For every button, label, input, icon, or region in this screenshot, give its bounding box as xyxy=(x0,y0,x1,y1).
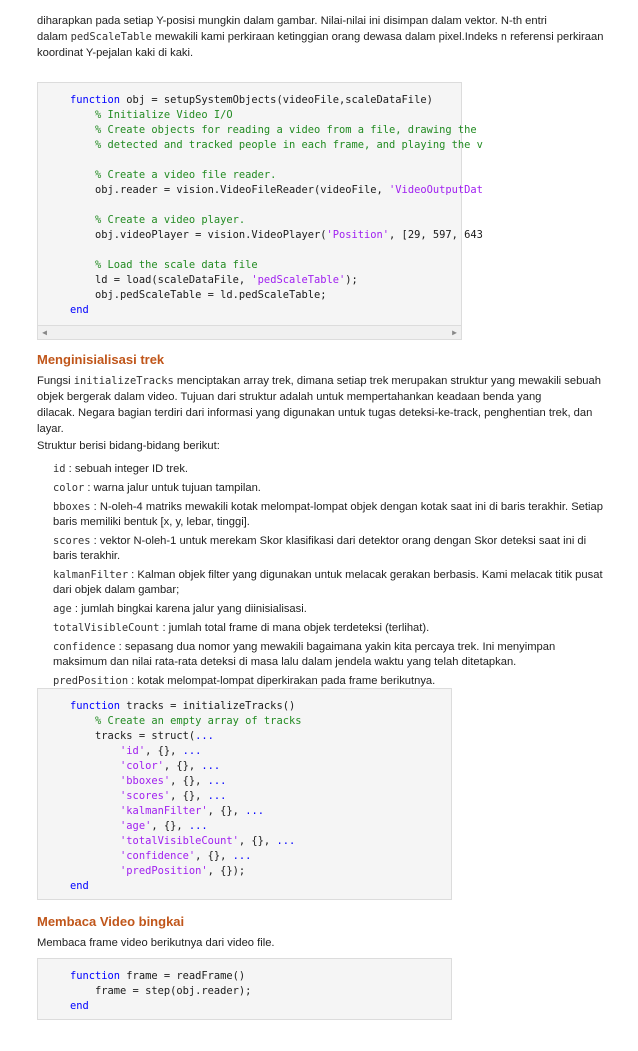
field-item: predPosition : kotak melompat-lompat diperkirakan pada frame berikutnya. xyxy=(53,675,436,687)
field-item: scores : vektor N-oleh-1 untuk merekam Skor klasifikasi dari detektor orang dengan Skor deteksi saat ini di baris terakhir. xyxy=(53,535,587,562)
field-item: totalVisibleCount : jumlah total frame di mana objek terdeteksi (terlihat). xyxy=(53,622,430,634)
paragraph-line: layar. xyxy=(37,423,64,435)
field-item: kalmanFilter : Kalman objek filter yang digunakan untuk melacak gerakan berbasis. Kami melacak titik pusat dari objek dalam gambar; xyxy=(53,569,603,596)
section-heading: Menginisialisasi trek xyxy=(37,352,165,367)
code-block-initialize-tracks[interactable]: function tracks = initializeTracks() % Create an empty array of tracks tracks = struct(... 'id', {}, ... 'color', {}, ... 'bboxes', {}, ... 'scores', {}, ... 'kalmanFilter', {}, ... 'age', {}, ... 'totalVisibleCount', {}, ... 'confidence', {}, ... 'predPosition', {}); end xyxy=(37,688,452,900)
paragraph-line: dilacak. Negara bagian terdiri dari informasi yang digunakan untuk tugas deteksi-ke-track, penghentian trek, dan xyxy=(37,407,593,419)
horizontal-scrollbar[interactable] xyxy=(38,325,461,339)
field-item: color : warna jalur untuk tujuan tampilan. xyxy=(53,482,261,494)
paragraph-line: objek bergerak dalam video. Tujuan dari struktur adalah untuk mempertahankan keadaan benda yang xyxy=(37,391,542,403)
intro-line: diharapkan pada setiap Y-posisi mungkin dalam gambar. Nilai-nilai ini disimpan dalam vektor. N-th entri xyxy=(37,15,547,27)
intro-paragraph xyxy=(37,13,605,61)
paragraph-line: Fungsi initializeTracks menciptakan array trek, dimana setiap trek merupakan struktur yang mewakili sebuah xyxy=(37,375,601,387)
field-list xyxy=(53,462,605,693)
section-paragraph xyxy=(37,935,605,951)
scroll-left-icon[interactable]: ◀ xyxy=(42,328,47,337)
field-item: confidence : sepasang dua nomor yang mewakili bagaimana yakin kita percaya trek. Ini menyimpan maksimum dan nilai rata-rata deteksi di masa lalu dalam jendela waktu yang telah ditetapkan. xyxy=(53,641,556,668)
field-item: age : jumlah bingkai karena jalur yang diinisialisasi. xyxy=(53,603,307,615)
section-heading: Membaca Video bingkai xyxy=(37,914,185,929)
paragraph-line: Struktur berisi bidang-bidang berikut: xyxy=(37,440,220,452)
inline-code: n xyxy=(500,31,508,43)
section-paragraph xyxy=(37,438,605,454)
code-block-read-frame[interactable]: function frame = readFrame() frame = step(obj.reader); end xyxy=(37,958,452,1020)
paragraph-line: Membaca frame video berikutnya dari video file. xyxy=(37,937,275,949)
intro-line: dalam pedScaleTable mewakili kami perkiraan ketinggian orang dewasa dalam pixel.Indeks n referensi perkiraan xyxy=(37,31,604,43)
scroll-right-icon[interactable]: ▶ xyxy=(452,328,457,337)
section-paragraph xyxy=(37,373,605,437)
inline-code: initializeTracks xyxy=(73,375,174,387)
intro-line: koordinat Y-pejalan kaki di kaki. xyxy=(37,47,194,59)
inline-code: pedScaleTable xyxy=(70,31,152,43)
field-item: id : sebuah integer ID trek. xyxy=(53,463,189,475)
field-item: bboxes : N-oleh-4 matriks mewakili kotak melompat-lompat objek dengan kotak saat ini di baris terakhir. Setiap baris memiliki bentuk [x, y, lebar, tinggi]. xyxy=(53,501,603,528)
code-block-setup[interactable]: function obj = setupSystemObjects(videoFile,scaleDataFile) % Initialize Video I/O % Create objects for reading a video from a file, drawing the % detected and tracked people in each frame, and playing the v % Create a video file reader. obj.reader = vision.VideoFileReader(videoFile, 'VideoOutputDat % Create a video player. obj.videoPlayer = vision.VideoPlayer('Position', [29, 597, 643 % Load the scale data file ld = load(scaleDataFile, 'pedScaleTable'); obj.pedScaleTable = ld.pedScaleTable; end ◀ ▶ xyxy=(37,82,462,340)
